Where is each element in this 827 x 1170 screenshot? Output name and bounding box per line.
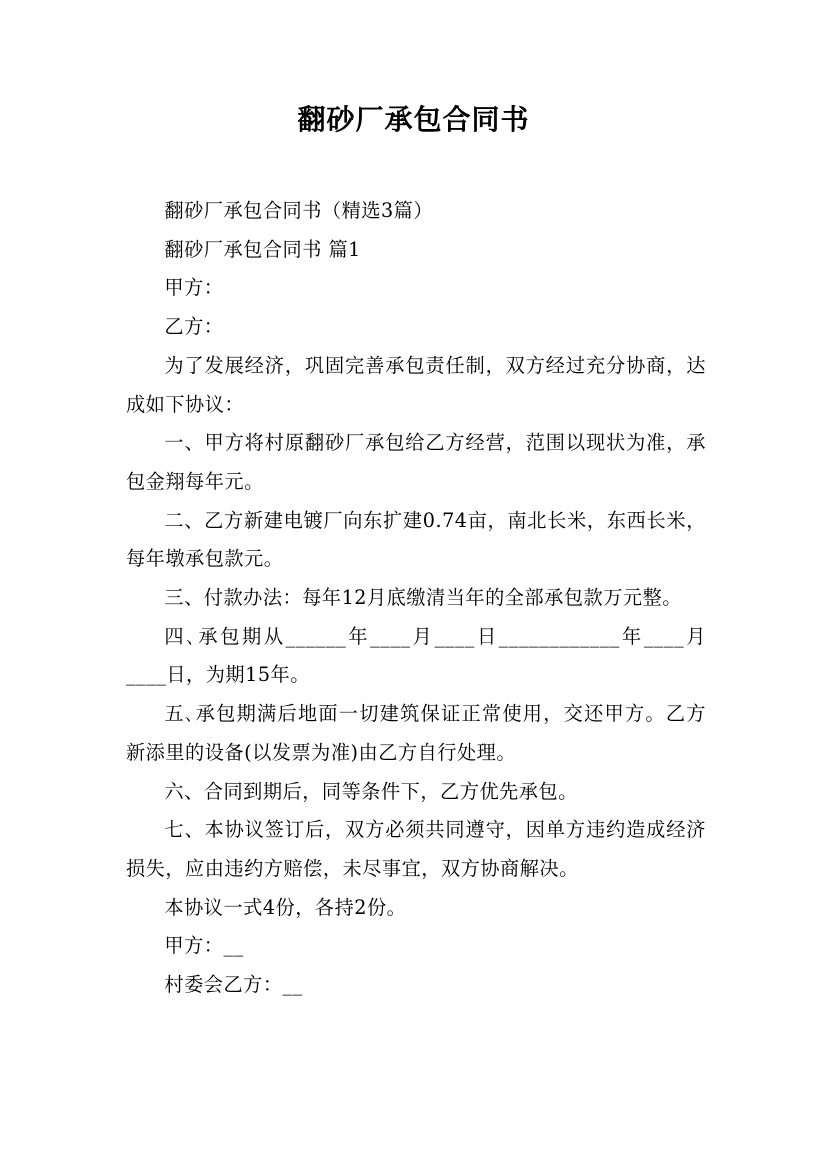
paragraph-clause-7: 七、本协议签订后，双方必须共同遵守，因单方违约造成经济损失，应由违约方赔偿，未尽事宜，双方协商解决。: [126, 818, 706, 880]
document-title: 翻砂厂承包合同书: [297, 103, 530, 136]
paragraph-subtitle: 翻砂厂承包合同书（精选3篇）: [164, 199, 434, 222]
paragraph-clause-5: 五､承包期满后地面一切建筑保证正常使用，交还甲方。乙方新添里的设备(以发票为准)由乙方自行处理。: [126, 702, 706, 764]
paragraph-party-a: 甲方：: [164, 276, 224, 300]
paragraph-copies: 本协议一式4份，各持2份。: [164, 895, 407, 919]
paragraph-clause-3: 三、付款办法：每年12月底缴清当年的全部承包款万元整。: [164, 586, 682, 610]
paragraph-clause-6: 六、合同到期后，同等条件下，乙方优先承包。: [164, 779, 578, 803]
paragraph-clause-2: 二、乙方新建电镀厂向东扩建0.74亩，南北长米，东西长米，每年墩承包款元。: [126, 508, 706, 571]
paragraph-clause-1: 一、甲方将村原翻砂厂承包给乙方经营，范围以现状为准，承包金翔每年元。: [126, 431, 706, 493]
document-body: [126, 192, 706, 1005]
paragraph-clause-4: 四､承包期从______年____月____日____________年____月____日，为期15年。: [126, 624, 706, 687]
paragraph-preamble: 为了发展经济，巩固完善承包责任制，双方经过充分协商，达成如下协议：: [126, 353, 706, 416]
paragraph-party-b: 乙方：: [164, 315, 224, 339]
paragraph-section-heading: 翻砂厂承包合同书 篇1: [164, 237, 361, 261]
paragraph-signature-b: 村委会乙方：__: [164, 973, 303, 997]
paragraph-signature-a: 甲方：__: [164, 934, 244, 958]
